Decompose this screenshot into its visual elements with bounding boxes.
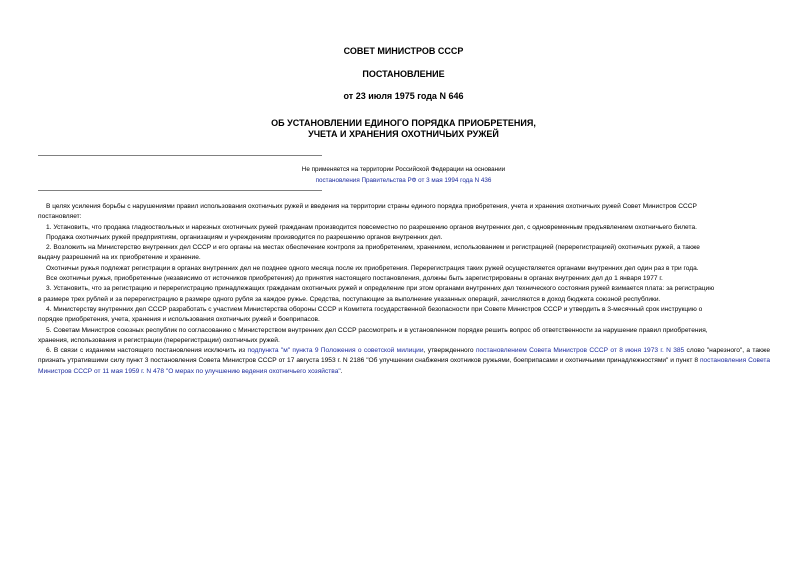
- document-title: [0, 118, 807, 140]
- link-hunting-measures[interactable]: "О мерах по улучшению ведения охотничьего хозяйства": [165, 367, 341, 375]
- status-note-link[interactable]: постановления Правительства РФ от 3 мая 1994 года N 436: [315, 177, 492, 184]
- document-type: ПОСТАНОВЛЕНИЕ: [362, 69, 445, 79]
- paragraph-1b: Продажа охотничьих ружей предприятиям, организациям и учреждениям производится по разрешению органов внутренних дел.: [46, 233, 443, 241]
- bottom-divider: [38, 190, 322, 191]
- paragraph-5: 5. Советам Министров союзных республик по согласованию с Министерством внутренних дел СССР рассмотреть и в установленном порядке решить вопрос об ответственности за нарушение правил приобретения,: [46, 326, 708, 334]
- document-title-line-2: УЧЕТА И ХРАНЕНИЯ ОХОТНИЧЬИХ РУЖЕЙ: [308, 129, 499, 139]
- status-note: Не применяется на территории Российской Федерации на основании: [301, 166, 506, 173]
- paragraph-2-cont: выдачу разрешений на их приобретение и хранение.: [38, 254, 201, 262]
- document-title-line-1: ОБ УСТАНОВЛЕНИИ ЕДИНОГО ПОРЯДКА ПРИОБРЕТЕНИЯ,: [271, 118, 536, 128]
- paragraph-4: 4. Министерству внутренних дел СССР разработать с участием Министерства обороны СССР и Комитета государственной безопасности при Совете Министров СССР и утвердить в 3-месячный срок инструкцию о: [46, 305, 703, 313]
- paragraph-6-text-c: слово "нарезного", а также признать утратившими силу пункт 3 постановления Совета Министров СССР от 17 августа 1953 г. N 2186 "Об улучшении снабжения охотников ружьями, боеприпасами и охотничьими принадлежностями" и пункт 8: [38, 347, 770, 365]
- paragraph-5-cont: хранения, использования и регистрации (перерегистрации) охотничьих ружей.: [38, 336, 280, 344]
- link-resolution-385[interactable]: постановлением Совета Министров СССР от 8 июня 1973 г. N 385: [475, 347, 685, 355]
- paragraph-6-text-e: .: [340, 367, 343, 375]
- paragraph-2b: Охотничьи ружья подлежат регистрации в органах внутренних дел не позднее одного месяца после их приобретения. Перерегистрация таких ружей осуществляется органами внутренних дел один раз в три года.: [46, 264, 699, 272]
- link-militia-regulation[interactable]: подпункта "м" пункта 9 Положения о советской милиции: [247, 347, 424, 355]
- paragraph-6: [38, 346, 770, 377]
- paragraph-4-cont: порядке приобретения, учета, хранения и использования охотничьих ружей и боеприпасов.: [38, 316, 320, 324]
- status-note-link-line: [0, 175, 807, 186]
- link-resolution-478[interactable]: постановления Совета Министров СССР от 11 мая 1959 г. N 478: [38, 357, 770, 375]
- paragraph-1: 1. Установить, что продажа гладкоствольных и нарезных охотничьих ружей гражданам производится повсеместно по разрешению органов внутренних дел, с одновременным предъявлением охотничьего билета.: [46, 223, 697, 231]
- paragraph-intro-cont: постановляет:: [38, 213, 82, 221]
- document-body: [38, 202, 770, 377]
- top-divider: [38, 155, 322, 156]
- paragraph-6-text-a: 6. В связи с изданием настоящего постановления исключить из: [46, 347, 248, 355]
- document-date: от 23 июля 1975 года N 646: [343, 91, 464, 101]
- paragraph-6-text-b: , утвержденного: [423, 347, 476, 355]
- paragraph-2: 2. Возложить на Министерство внутренних дел СССР и его органы на местах обеспечение контроля за приобретением, хранением, использованием и регистрацией (перерегистрацией) охотничьих ружей, а также: [46, 244, 700, 252]
- issuing-authority: СОВЕТ МИНИСТРОВ СССР: [343, 46, 464, 56]
- paragraph-3-cont: в размере трех рублей и за перерегистрацию в размере одного рубля за каждое ружье. Средства, поступающие за выполнение указанных операций, зачисляются в доход бюджета союзной республики.: [38, 295, 661, 303]
- paragraph-intro: В целях усиления борьбы с нарушениями правил использования охотничьих ружей и введения на территории страны единого порядка приобретения, учета и хранения охотничьих ружей Совет Министров СССР: [46, 203, 697, 210]
- paragraph-2c: Все охотничьи ружья, приобретенные (независимо от источников приобретения) до принятия настоящего постановления, должны быть зарегистрированы в органах внутренних дел до 1 января 1977 г.: [46, 275, 663, 283]
- paragraph-3: 3. Установить, что за регистрацию и перерегистрацию принадлежащих гражданам охотничьих ружей и определение при этом органами внутренних дел технического состояния ружей взимается плата: за регистрацию: [46, 285, 715, 293]
